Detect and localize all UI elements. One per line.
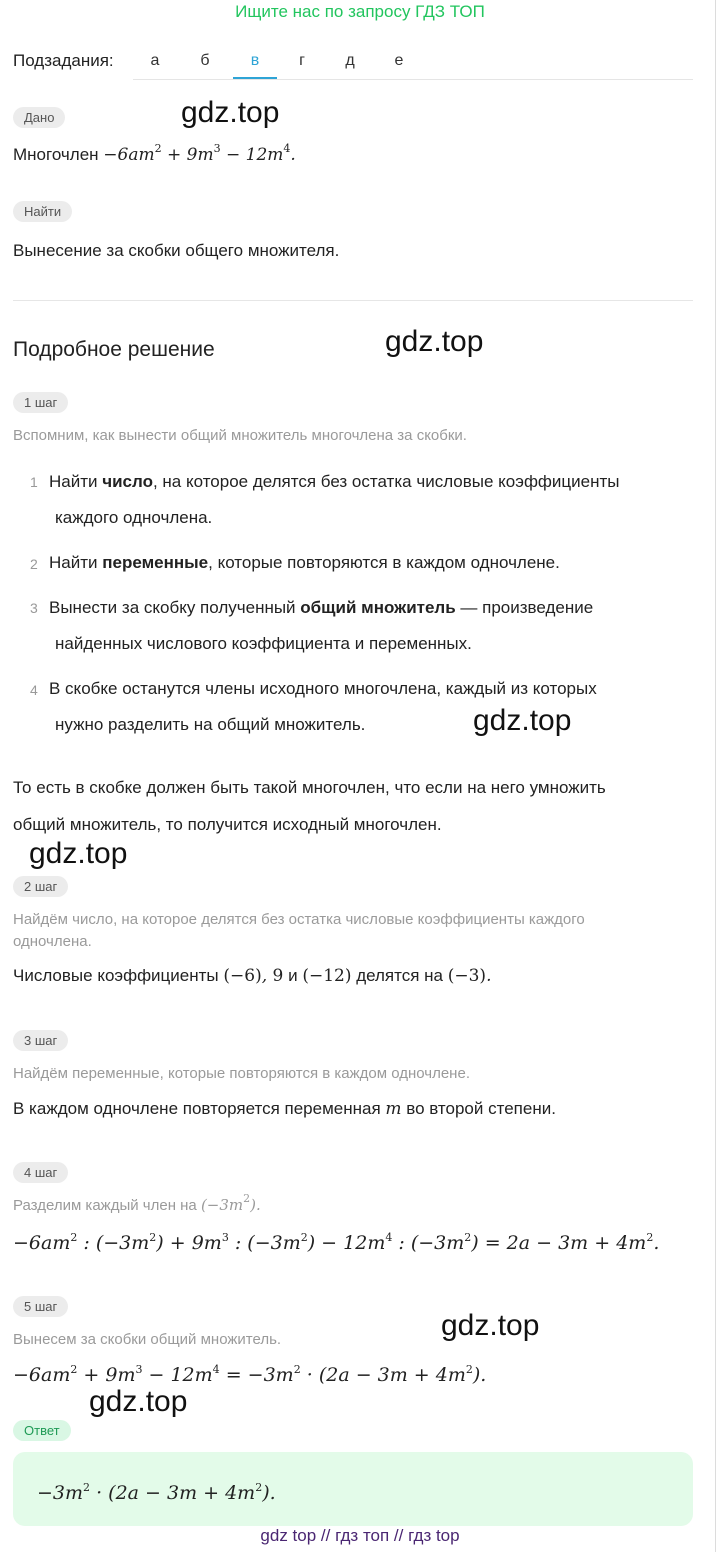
step2-text [13, 966, 491, 986]
answer-badge: Ответ [13, 1420, 71, 1441]
tab-a[interactable]: а [150, 52, 160, 69]
tabs-divider [133, 79, 693, 80]
solution-title: Подробное решение [13, 338, 215, 361]
given-prefix: Многочлен [13, 145, 99, 164]
find-text: Вынесение за скобки общего множителя. [13, 241, 340, 260]
list-item [49, 472, 620, 492]
step-text: во второй степени. [406, 1099, 556, 1118]
watermark: gdz.top [29, 837, 128, 870]
item-bold: переменные [102, 553, 209, 572]
watermark: gdz.top [181, 96, 280, 129]
list-item-cont: каждого одночлена. [55, 508, 213, 527]
step2-hint: одночлена. [13, 933, 92, 950]
step-text: Числовые коэффициенты [13, 966, 219, 985]
step2-hint: Найдём число, на которое делятся без остатка числовые коэффициенты каждого [13, 911, 585, 928]
formula: m [385, 1099, 402, 1119]
step1-hint: Вспомним, как вынести общий множитель многочлена за скобки. [13, 427, 467, 444]
item-text: — произведение [455, 598, 594, 617]
find-badge: Найти [13, 201, 72, 222]
step-text: делятся на [356, 966, 443, 985]
section-divider [13, 300, 693, 301]
given-polynomial: $-6am^2 + 9m^3 - 12m^4$. [103, 142, 296, 165]
footer-links: gdz top // гдз топ // гдз top [260, 1526, 460, 1545]
step-text: и [288, 966, 298, 985]
step4-badge: 4 шаг [13, 1162, 68, 1183]
step3-badge: 3 шаг [13, 1030, 68, 1051]
given-badge: Дано [13, 107, 65, 128]
step5-badge: 5 шаг [13, 1296, 68, 1317]
watermark: gdz.top [385, 325, 484, 358]
step1-summary: общий множитель, то получится исходный многочлен. [13, 815, 442, 834]
step4-hint [13, 1194, 261, 1217]
list-item-cont: нужно разделить на общий множитель. [55, 715, 366, 734]
list-number: 4 [30, 682, 38, 698]
list-item [49, 598, 593, 618]
tab-d[interactable]: д [345, 52, 355, 69]
subtasks-label: Подзадания: [13, 51, 114, 70]
formula: $(-3m^2)$. [200, 1192, 261, 1214]
item-text: Найти [49, 553, 103, 572]
watermark: gdz.top [441, 1309, 540, 1342]
formula: (−6), 9 [223, 966, 284, 986]
step2-badge: 2 шаг [13, 876, 68, 897]
item-text: В скобке останутся члены исходного многочлена, каждый из которых [49, 679, 597, 698]
step5-formula: $-6am^2 + 9m^3 - 12m^4 = -3m^2 \cdot (2a - 3m + 4m^2)$. [13, 1363, 487, 1386]
step4-formula: $-6am^2$ : $(-3m^2) + 9m^3$ : $(-3m^2) - 12m^4$ : $(-3m^2) = 2a - 3m + 4m^2$. [13, 1231, 660, 1254]
list-item [49, 679, 597, 699]
tab-b[interactable]: б [200, 52, 210, 69]
item-bold: общий множитель [300, 598, 456, 617]
formula: (−12) [302, 966, 352, 986]
step1-badge: 1 шаг [13, 392, 68, 413]
item-text: , на которое делятся без остатка числовые коэффициенты [152, 472, 620, 491]
active-tab-indicator [233, 77, 277, 79]
watermark: gdz.top [89, 1385, 188, 1418]
step1-summary: То есть в скобке должен быть такой многочлен, что если на него умножить [13, 778, 606, 797]
step3-hint: Найдём переменные, которые повторяются в каждом одночлене. [13, 1065, 470, 1082]
formula: (−3). [447, 966, 492, 986]
tab-v[interactable]: в [250, 52, 260, 69]
step-hint: Разделим каждый член на [13, 1197, 197, 1214]
step5-hint: Вынесем за скобки общий множитель. [13, 1331, 282, 1348]
list-number: 2 [30, 556, 38, 572]
item-text: Найти [49, 472, 103, 491]
list-number: 1 [30, 474, 38, 490]
step-text: В каждом одночлене повторяется переменная [13, 1099, 381, 1118]
list-item-cont: найденных числового коэффициента и переменных. [55, 634, 472, 653]
watermark: gdz.top [473, 704, 572, 737]
list-number: 3 [30, 600, 38, 616]
given-text [13, 142, 296, 165]
step3-text [13, 1099, 556, 1119]
search-banner: Ищите нас по запросу ГДЗ ТОП [235, 2, 485, 21]
answer-formula: $-3m^2 \cdot (2a - 3m + 4m^2)$. [37, 1481, 276, 1504]
item-text: Вынести за скобку полученный [49, 598, 301, 617]
list-item [49, 553, 560, 573]
tab-g[interactable]: г [299, 52, 305, 69]
item-text: , которые повторяются в каждом одночлене. [208, 553, 560, 572]
page-scrollbar[interactable] [715, 0, 716, 1552]
item-bold: число [102, 472, 153, 491]
tab-e[interactable]: е [394, 52, 404, 69]
